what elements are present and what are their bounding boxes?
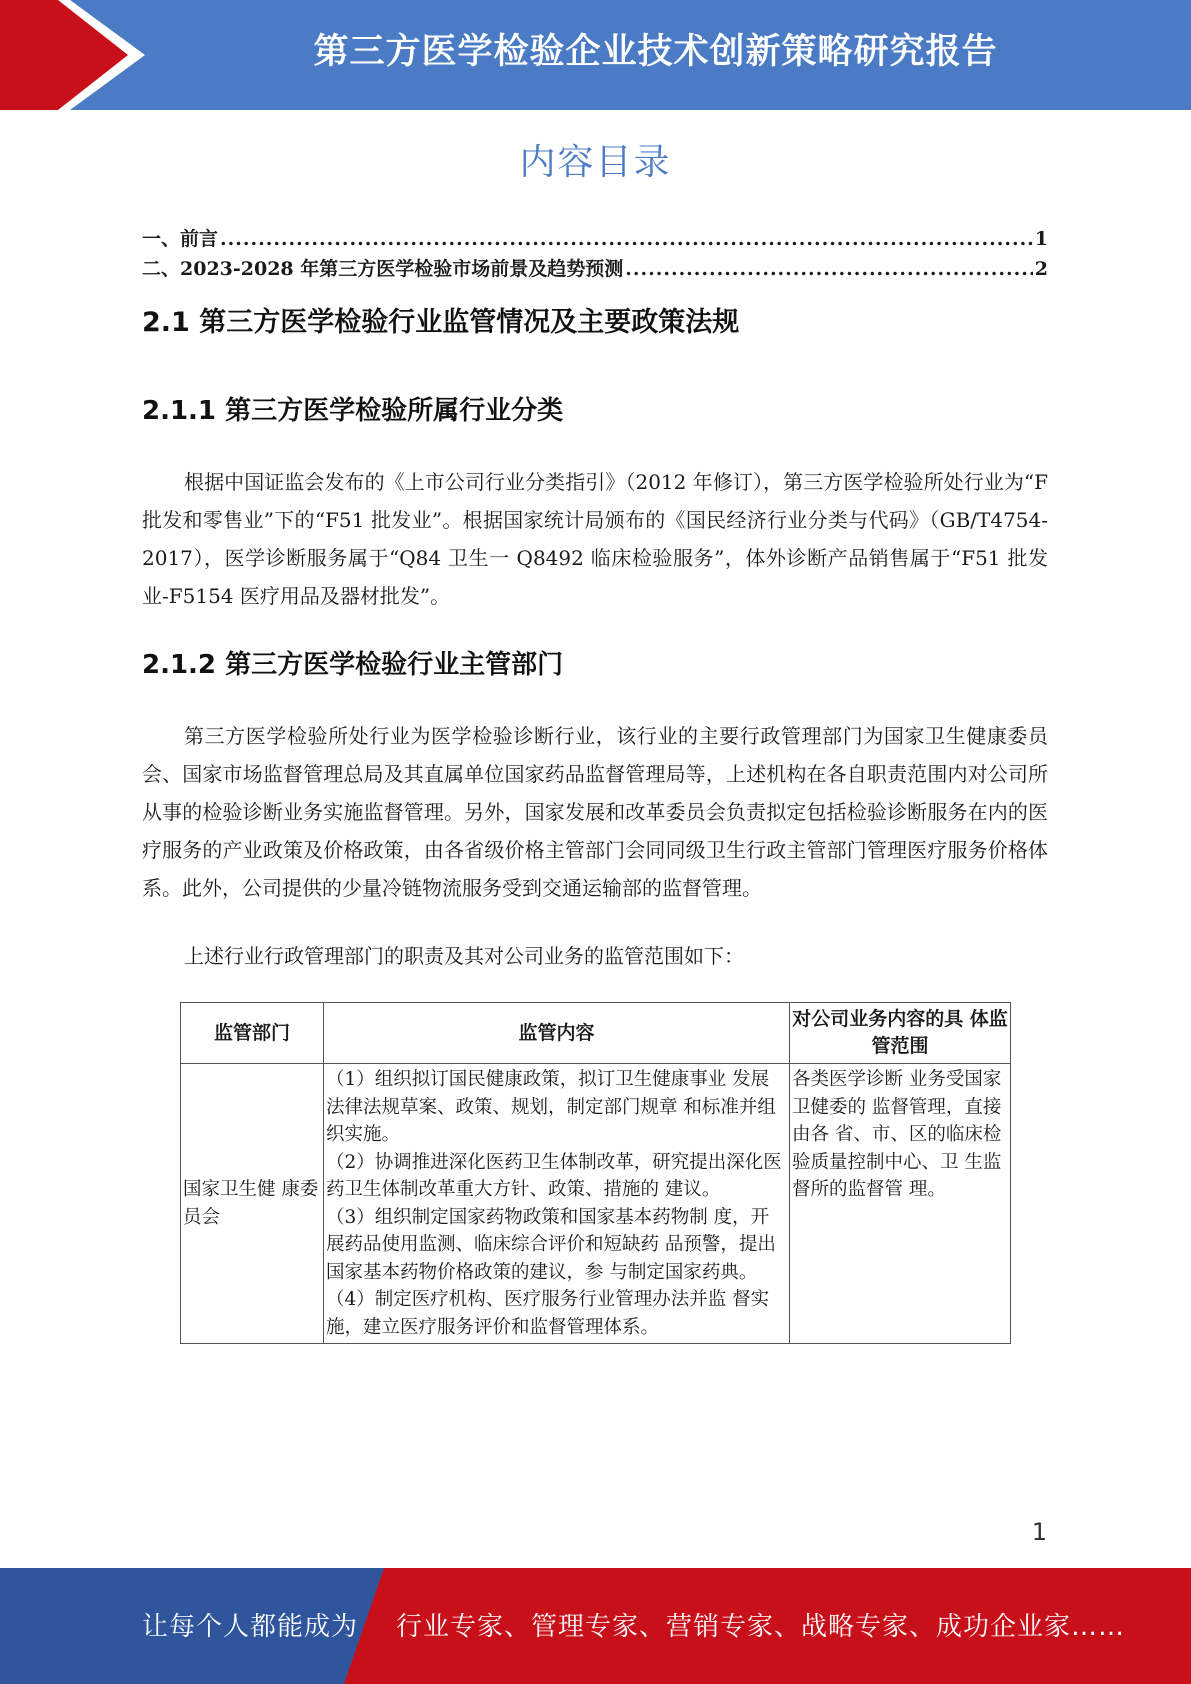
cell-department: 国家卫生健 康委员会 [181, 1064, 324, 1344]
toc-title: 内容目录 [519, 142, 672, 183]
header-banner [0, 0, 1191, 110]
paragraph-industry-classification: 根据中国证监会发布的《上市公司行业分类指引》（2012 年修订），第三方医学检验所处行业为“F 批发和零售业”下的“F51 批发业”。根据国家统计局颁布的《国民经济行业分类与代码》（GB/T4754-2017），医学诊断服务属于“Q84 卫生一 Q8492 临床检验服务”，体外诊断产品销售属于“F51 批发业-F5154 医疗用品及器材批发”。 [142, 470, 1048, 608]
content-item: （3）组织制定国家药物政策和国家基本药物制 度，开展药品使用监测、临床综合评价和短缺药 品预警，提出国家基本药物价格政策的建议，参 与制定国家药典。 [325, 1206, 776, 1283]
regulation-table [180, 1002, 1011, 1344]
toc-leader-dots [625, 258, 1033, 280]
toc-entry-page: 1 [1034, 228, 1048, 250]
footer-banner [0, 1568, 1191, 1684]
page-number: 1 [1031, 1518, 1047, 1546]
toc-leader-dots [220, 228, 1033, 250]
table-row [181, 1064, 1011, 1344]
column-header-content: 监管内容 [323, 1003, 789, 1064]
section-heading-2-1-1: 2.1.1 第三方医学检验所属行业分类 [142, 396, 564, 426]
toc-entry-text: 一、前言 [142, 228, 219, 250]
content-item: （1）组织拟订国民健康政策，拟订卫生健康事业 发展法律法规草案、政策、规划，制定部门规章 和标准并组织实施。 [325, 1069, 776, 1145]
section-heading-2-1-2: 2.1.2 第三方医学检验行业主管部门 [142, 650, 564, 680]
paragraph-regulatory-authorities: 第三方医学检验所处行业为医学检验诊断行业，该行业的主要行政管理部门为国家卫生健康委员会、国家市场监督管理总局及其直属单位国家药品监督管理局等，上述机构在各自职责范围内对公司所从事的检验诊断业务实施监督管理。另外，国家发展和改革委员会负责拟定包括检验诊断服务在内的医疗服务的产业政策及价格政策，由各省级价格主管部门会同同级卫生行政主管部门管理医疗服务价格体系。此外，公司提供的少量冷链物流服务受到交通运输部的监督管理。 [142, 724, 1048, 900]
footer-slogan-left: 让每个人都能成为 [142, 1612, 359, 1642]
content-item: （4）制定医疗机构、医疗服务行业管理办法并监 督实施，建立医疗服务评价和监督管理体系。 [325, 1289, 770, 1338]
column-header-department: 监管部门 [181, 1003, 324, 1064]
cell-scope: 各类医学诊断 业务受国家卫健委的 监督管理，直接由各 省、市、区的临床检验质量控制中心、卫 生监督所的监督管 理。 [790, 1064, 1011, 1344]
table-of-contents [142, 224, 1048, 284]
section-heading-2-1: 2.1 第三方医学检验行业监管情况及主要政策法规 [142, 307, 740, 338]
toc-entry[interactable] [142, 224, 1048, 254]
table-header-row [181, 1003, 1011, 1064]
content-item: （2）协调推进深化医药卫生体制改革，研究提出深化医药卫生体制改革重大方针、政策、措施的 建议。 [325, 1151, 782, 1200]
paragraph-table-intro: 上述行业行政管理部门的职责及其对公司业务的监管范围如下： [184, 944, 744, 968]
toc-entry-text: 二、2023-2028 年第三方医学检验市场前景及趋势预测 [142, 258, 624, 280]
footer-slogan-right: 行业专家、管理专家、营销专家、战略专家、成功企业家…… [396, 1612, 1126, 1642]
column-header-scope: 对公司业务内容的具 体监管范围 [790, 1003, 1011, 1064]
toc-entry-page: 2 [1034, 258, 1048, 280]
toc-entry[interactable] [142, 254, 1048, 284]
report-title: 第三方医学检验企业技术创新策略研究报告 [313, 32, 998, 72]
cell-content [323, 1064, 789, 1344]
